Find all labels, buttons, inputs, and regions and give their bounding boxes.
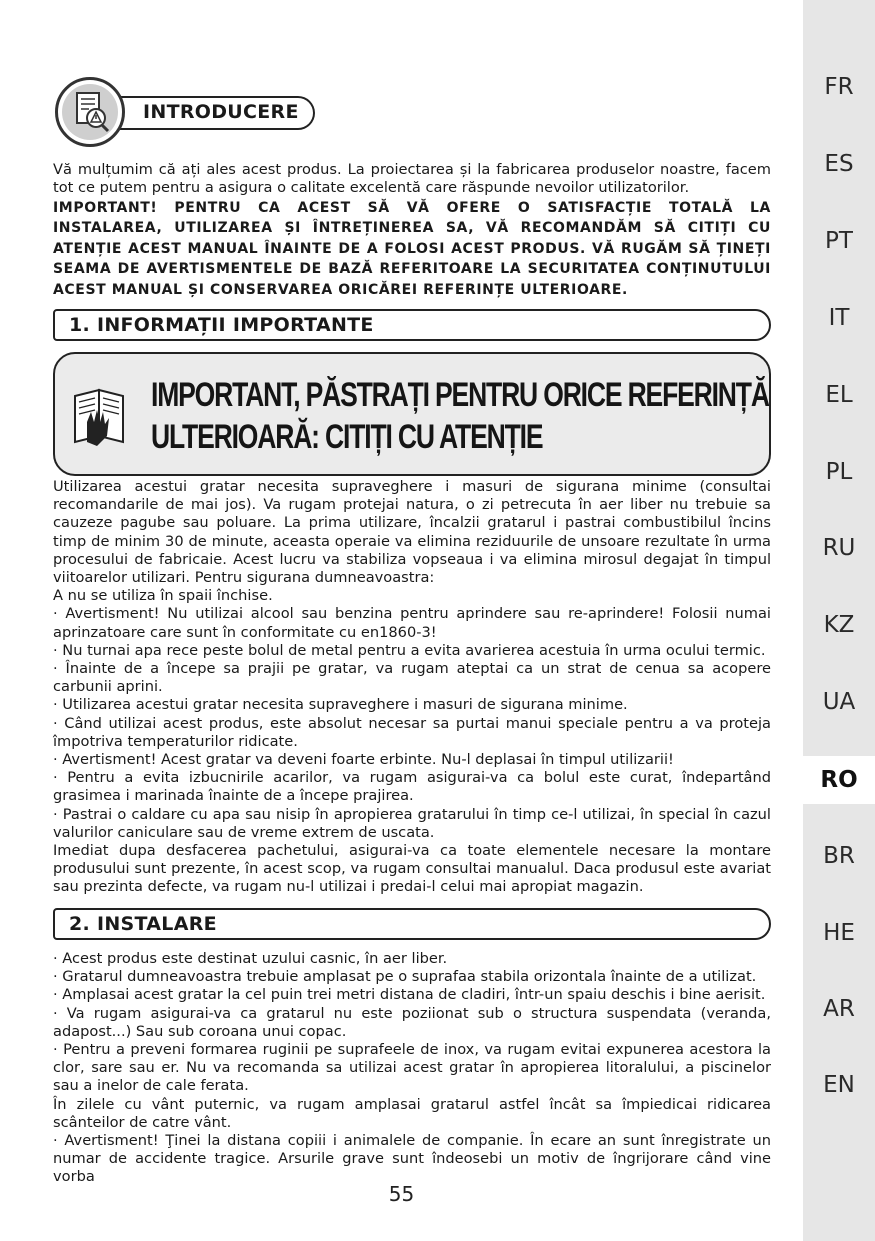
paragraph: Imediat dupa desfacerea pachetului, asigurai-va ca toate elementele necesare la montare produsului sunt prezente, în acest scop, va rugam consultai manualul. Daca produsul este avariat sau prezinta defecte, va rugam nu-l utilizai i predai-l celui mai apropiat magazin. — [53, 842, 771, 896]
lang-tab-kz[interactable]: KZ — [823, 612, 855, 638]
document-warning-icon — [55, 77, 125, 147]
paragraph: · Când utilizai acest produs, este absolut necesar sa purtai manui speciale pentru a va proteja împotriva temperaturilor ridicate. — [53, 714, 771, 750]
lang-tab-en[interactable]: EN — [823, 1072, 855, 1098]
banner-line-2: ULTERIOARĂ: CITIȚI CU ATENȚIE — [151, 418, 543, 456]
section-heading-installation — [53, 908, 771, 940]
lang-tab-es[interactable]: ES — [824, 151, 854, 177]
paragraph: · Nu turnai apa rece peste bolul de metal pentru a evita avarierea acestuia în urma ocului termic. — [53, 641, 766, 659]
lang-tab-it[interactable]: IT — [828, 305, 850, 331]
language-sidebar — [803, 0, 875, 1241]
paragraph: · Avertisment! Ţinei la distana copiii i animalele de companie. În ecare an sunt înregistrate un numar de accidente tragice. Arsurile grave sunt îndeosebi un motiv de îngrijorare când vine vorba — [53, 1132, 771, 1186]
section-2-title: 2. INSTALARE — [69, 913, 217, 935]
lang-tab-ru[interactable]: RU — [822, 535, 856, 561]
lang-tab-fr[interactable]: FR — [824, 74, 854, 100]
paragraph: · Înainte de a începe sa prajii pe gratar, va rugam ateptai ca un strat de cenua sa acopere carbunii aprini. — [53, 660, 771, 696]
paragraph: · Va rugam asigurai-va ca gratarul nu este poziionat sub o structura suspendata (veranda, adapost...) Sau sub coroana unui copac. — [53, 1004, 771, 1040]
paragraph: Utilizarea acestui gratar necesita supraveghere i masuri de siguranа minime (consultai recomandarile de mai jos). Va rugam protejai natura, o zi petrecuta în aer liber nu trebuie sa cauzeze pagube sau poluare. La prima utilizare, încalzii gratarul i pastrai combustibilul încins timp de minim 30 de minute, aceasta operaie va elimina reziduurile de unsoare rezultate în urma procesului de fabricaie. Acest lucru va stabiliza vopseaua i va elimina mirosul degajat în timpul viitoarelor utilizari. Pentru sigurana dumneavoastra: — [53, 478, 771, 587]
manual-reading-icon — [69, 382, 131, 452]
paragraph: · Avertisment! Nu utilizai alcool sau benzina pentru aprindere sau re-aprindere! Folosii numai aprinzatoare care sunt în conformitate cu en1860-3! — [53, 605, 771, 641]
paragraph: · Utilizarea acestui gratar necesita supraveghere i masuri de siguranа minime. — [53, 696, 628, 714]
important-banner-text — [151, 374, 769, 458]
lang-tab-el[interactable]: EL — [825, 382, 853, 408]
paragraph: · Pentru a preveni formarea ruginii pe suprafeele de inox, va rugam evitai expunerea acestora la clor, sare sau er. Nu va recomanda sa utilizai acest gratar în apropierea litoralului, a piscinelor sau a inelor de cale ferata. — [53, 1041, 771, 1095]
paragraph: · Pastrai o caldare cu apa sau nisip în apropierea gratarului în timp ce-l utilizai, în special în cazul valurilor caniculare sau de vreme extrem de uscata. — [53, 805, 771, 841]
lang-tab-pt[interactable]: PT — [825, 228, 853, 254]
section-1-body — [53, 478, 771, 897]
paragraph: · Gratarul dumneavoastra trebuie amplasat pe o suprafaa stabila orizontala înainte de a utilizat. — [53, 968, 757, 986]
paragraph: · Avertisment! Acest gratar va deveni foarte erbinte. Nu-l deplasai în timpul utilizarii! — [53, 751, 674, 769]
page-number: 55 — [388, 1182, 415, 1206]
lang-tab-he[interactable]: HE — [823, 920, 855, 946]
paragraph: A nu se utiliza în spaii închise. — [53, 587, 273, 605]
paragraph: În zilele cu vânt puternic, va rugam amplasai gratarul astfel încât sa împiedicai ridicarea scânteilor de catre vânt. — [53, 1095, 771, 1131]
intro-text: Vă mulțumim că ați ales acest produs. La proiectarea și la fabricarea produselor noastre, facem tot ce putem pentru a asigura o calitate excelentă care răspunde nevoilor utilizatorilor. — [53, 161, 771, 197]
intro-title: INTRODUCERE — [143, 101, 299, 123]
section-2-body — [53, 950, 771, 1187]
lang-tab-pl[interactable]: PL — [825, 459, 853, 485]
banner-line-1: IMPORTANT, PĂSTRAȚI PENTRU ORICE REFERINȚĂ — [151, 376, 769, 414]
section-1-title: 1. INFORMAȚII IMPORTANTE — [69, 314, 374, 336]
intro-warning: IMPORTANT! PENTRU CA ACEST SĂ VĂ OFERE O SATISFACȚIE TOTALĂ LA INSTALAREA, UTILIZAREA ȘI ÎNTREȚINEREA SA, VĂ RECOMANDĂM SĂ CITIȚI CU ATENȚIE ACEST MANUAL ÎNAINTE DE A FOLOSI ACEST PRODUS. VĂ RUGĂM SĂ ȚINEȚI SEAMA DE AVERTISMENTELE DE BAZĂ REFERITOARE LA SECURITATEA CONȚINUTULUI ACEST MANUAL ȘI CONSERVAREA ORICĂREI REFERINȚE ULTERIOARE. — [53, 200, 771, 298]
paragraph: · Acest produs este destinat uzului casnic, în aer liber. — [53, 950, 448, 967]
paragraph: · Amplasai acest gratar la cel puin trei metri distana de cladiri, într-un spaiu deschis i bine aerisit. — [53, 986, 766, 1004]
lang-tab-ro-active[interactable]: RO — [803, 756, 875, 804]
important-banner — [53, 352, 771, 476]
lang-tab-ua[interactable]: UA — [822, 689, 856, 715]
paragraph: · Pentru a evita izbucnirile acarilor, va rugam asigurai-va ca bolul este curat, îndepartând grasimea i marinada înainte de a începe prajirea. — [53, 769, 771, 805]
section-heading-important-info — [53, 309, 771, 341]
lang-tab-ar[interactable]: AR — [823, 996, 855, 1022]
lang-tab-br[interactable]: BR — [823, 843, 855, 869]
